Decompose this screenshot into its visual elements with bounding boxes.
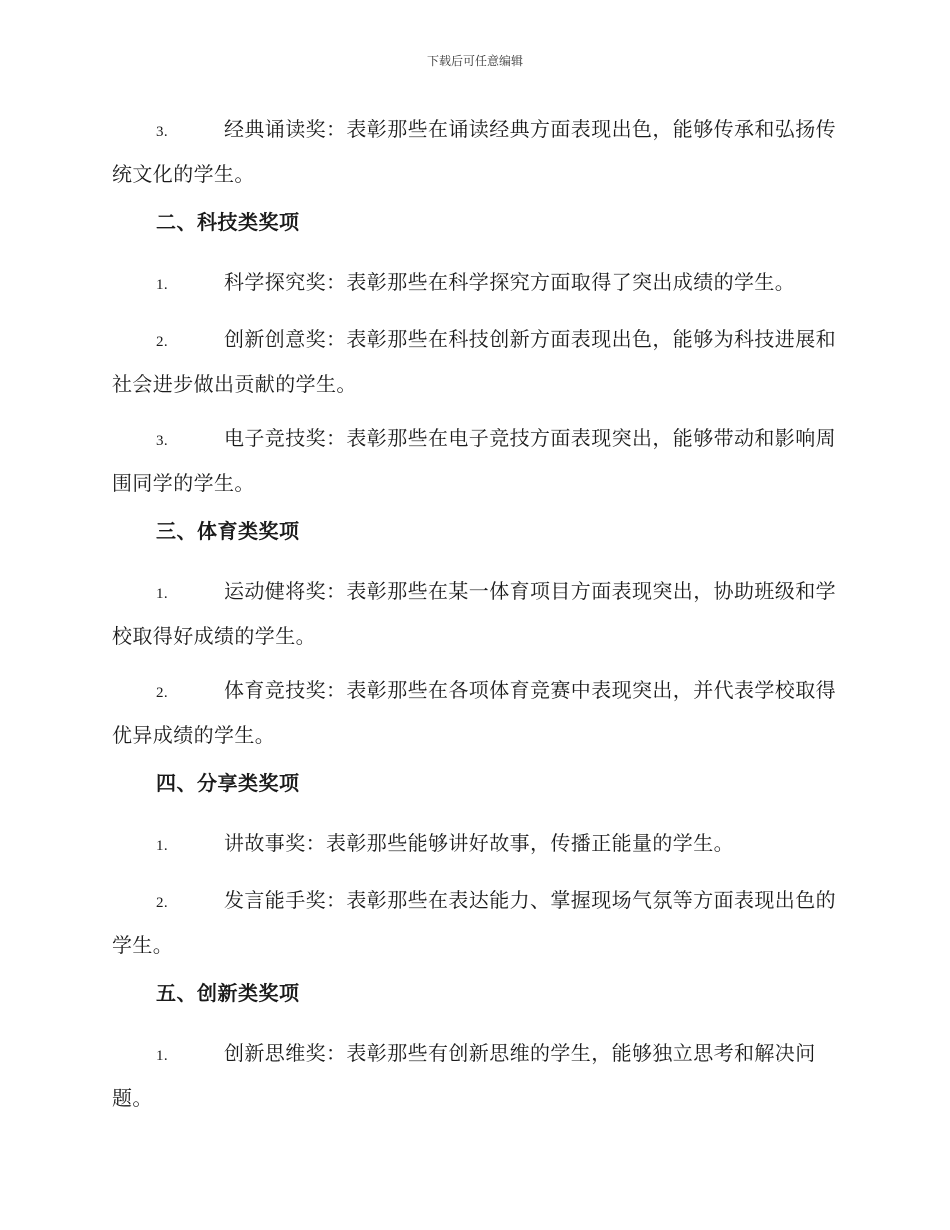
item-number: 2. — [156, 685, 169, 701]
list-item — [112, 261, 837, 306]
section-heading: 四、分享类奖项 — [156, 771, 300, 795]
list-item — [112, 108, 837, 195]
section-heading: 五、创新类奖项 — [156, 981, 300, 1005]
item-number: 3. — [156, 433, 169, 449]
item-number: 3. — [156, 124, 169, 140]
list-item — [112, 318, 837, 405]
item-text: 创新思维奖：表彰那些有创新思维的学生，能够独立思考和解决问题。 — [112, 1041, 816, 1110]
document-body — [112, 108, 837, 1131]
list-item — [112, 822, 837, 867]
item-text: 电子竞技奖：表彰那些在电子竞技方面表现突出，能够带动和影响周围同学的学生。 — [112, 426, 836, 495]
item-text: 创新创意奖：表彰那些在科技创新方面表现出色，能够为科技进展和社会进步做出贡献的学生。 — [112, 327, 836, 396]
item-text: 运动健将奖：表彰那些在某一体育项目方面表现突出，协助班级和学校取得好成绩的学生。 — [112, 579, 836, 648]
item-number: 1. — [156, 277, 169, 293]
list-item — [112, 1032, 837, 1119]
list-item — [112, 570, 837, 657]
list-item — [112, 879, 837, 966]
item-number: 1. — [156, 1048, 169, 1064]
item-text: 科学探究奖：表彰那些在科学探究方面取得了突出成绩的学生。 — [224, 270, 796, 294]
item-text: 发言能手奖：表彰那些在表达能力、掌握现场气氛等方面表现出色的学生。 — [112, 888, 836, 957]
item-number: 2. — [156, 895, 169, 911]
item-number: 1. — [156, 838, 169, 854]
list-item — [112, 417, 837, 504]
item-number: 2. — [156, 334, 169, 350]
item-text: 体育竞技奖：表彰那些在各项体育竞赛中表现突出，并代表学校取得优异成绩的学生。 — [112, 678, 836, 747]
page-header: 下载后可任意编辑 — [426, 54, 523, 68]
section-heading: 二、科技类奖项 — [156, 210, 300, 234]
item-number: 1. — [156, 586, 169, 602]
item-text: 讲故事奖：表彰那些能够讲好故事，传播正能量的学生。 — [224, 831, 734, 855]
section-heading: 三、体育类奖项 — [156, 519, 300, 543]
list-item — [112, 669, 837, 756]
item-text: 经典诵读奖：表彰那些在诵读经典方面表现出色，能够传承和弘扬传统文化的学生。 — [112, 117, 836, 186]
